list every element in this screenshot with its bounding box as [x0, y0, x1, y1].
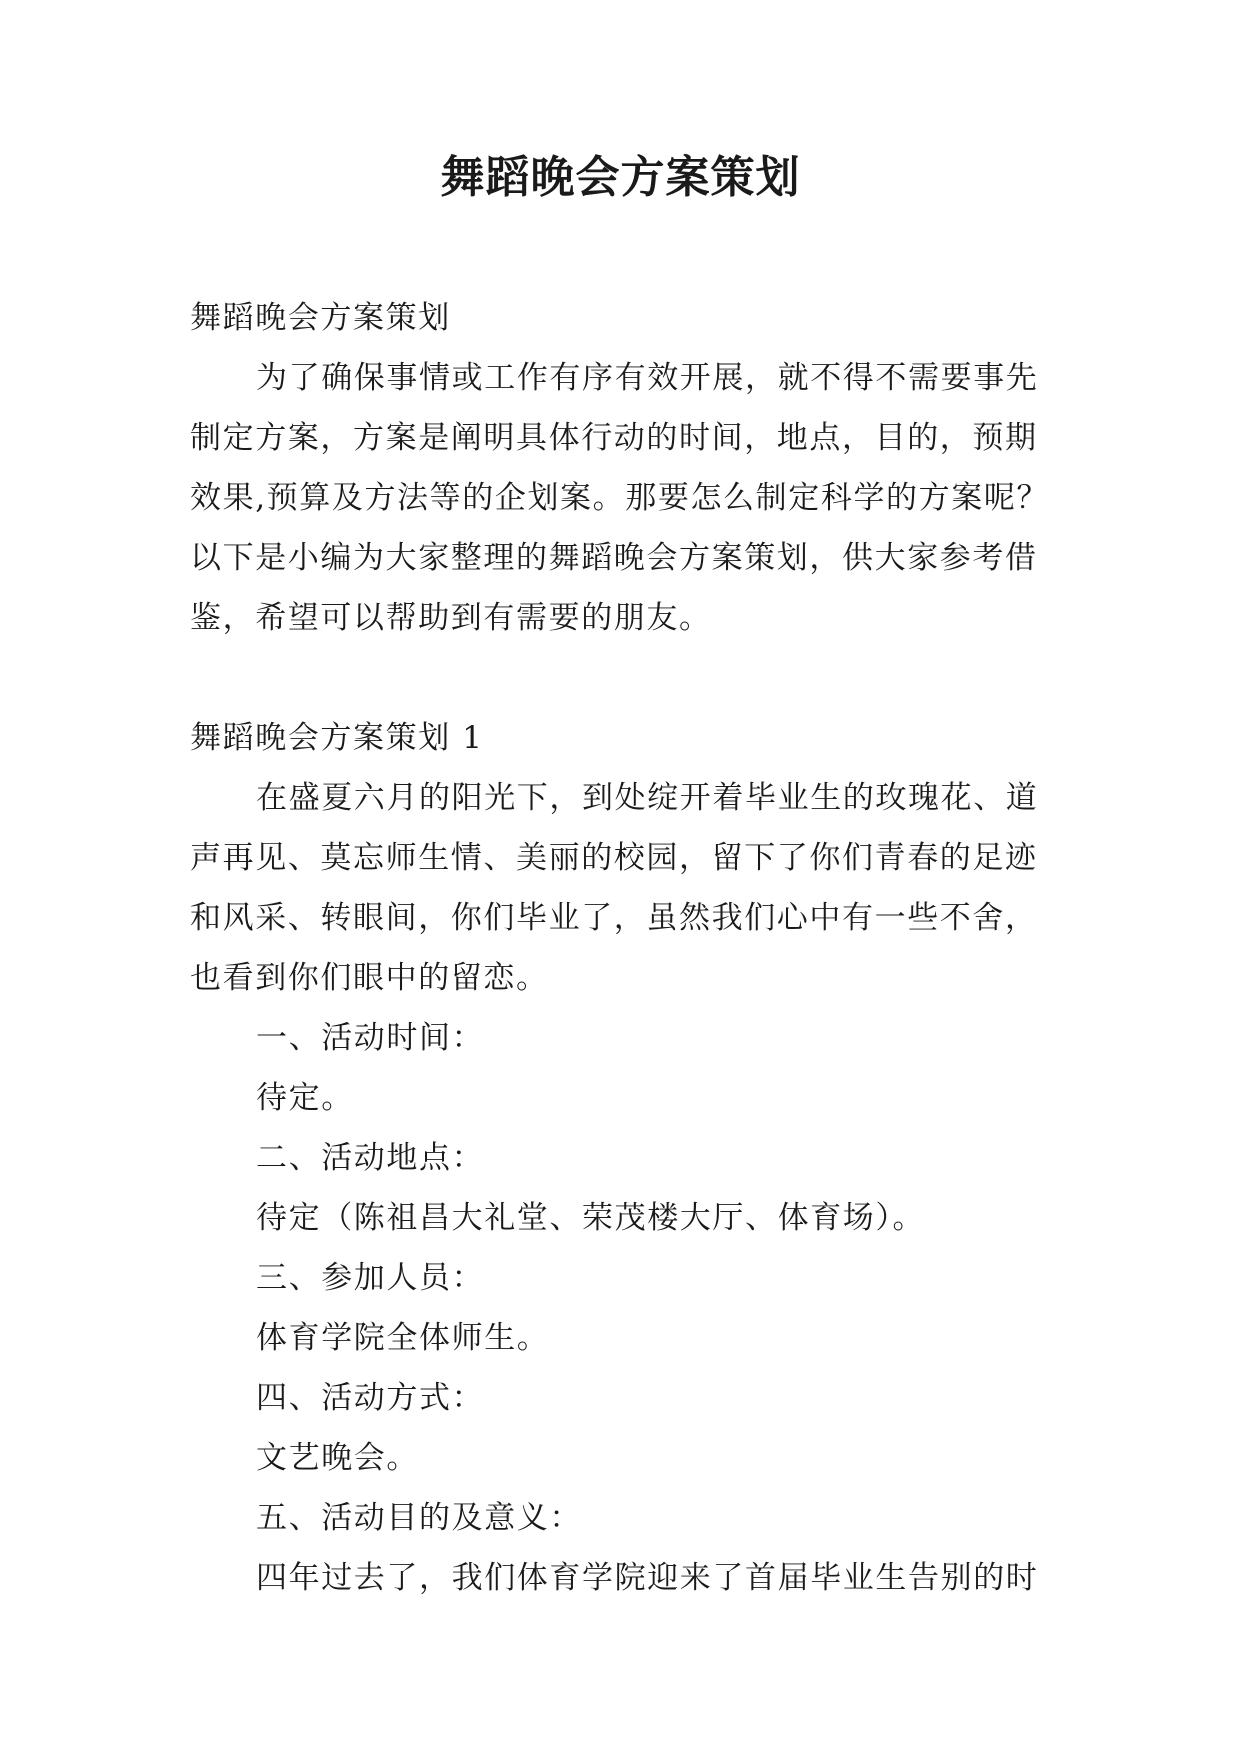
- document-title: 舞蹈晚会方案策划: [440, 152, 801, 203]
- item-value-format: 文艺晚会。: [256, 1440, 419, 1476]
- document-body: [190, 288, 1054, 1608]
- section-line: 声再见、莫忘师生情、美丽的校园，留下了你们青春的足迹: [190, 840, 1038, 876]
- item-value-time: 待定。: [256, 1080, 354, 1116]
- intro-line: 效果,预算及方法等的企划案。那要怎么制定科学的方案呢？: [190, 480, 1050, 516]
- item-label-participants: 三、参加人员：: [256, 1260, 485, 1296]
- item-value-participants: 体育学院全体师生。: [256, 1320, 550, 1356]
- section-spacer: [190, 648, 1054, 708]
- intro-line: 制定方案，方案是阐明具体行动的时间，地点，目的，预期: [190, 420, 1038, 456]
- intro-line: 以下是小编为大家整理的舞蹈晚会方案策划，供大家参考借: [190, 540, 1038, 576]
- intro-line: 鉴，希望可以帮助到有需要的朋友。: [190, 600, 712, 636]
- item-value-purpose: 四年过去了，我们体育学院迎来了首届毕业生告别的时: [256, 1560, 1039, 1596]
- section-line: 和风采、转眼间，你们毕业了，虽然我们心中有一些不舍，: [190, 900, 1038, 936]
- item-label-location: 二、活动地点：: [256, 1140, 485, 1176]
- item-label-purpose: 五、活动目的及意义：: [256, 1500, 582, 1536]
- item-label-format: 四、活动方式：: [256, 1380, 485, 1416]
- item-value-location: 待定（陈祖昌大礼堂、荣茂楼大厅、体育场）。: [256, 1200, 926, 1236]
- section-heading: 舞蹈晚会方案策划 1: [190, 720, 484, 756]
- section-line: 在盛夏六月的阳光下，到处绽开着毕业生的玫瑰花、道: [256, 780, 1039, 816]
- section-line: 也看到你们眼中的留恋。: [190, 960, 549, 996]
- intro-line: 为了确保事情或工作有序有效开展，就不得不需要事先: [256, 360, 1039, 396]
- item-label-time: 一、活动时间：: [256, 1020, 485, 1056]
- intro-heading: 舞蹈晚会方案策划: [190, 300, 451, 336]
